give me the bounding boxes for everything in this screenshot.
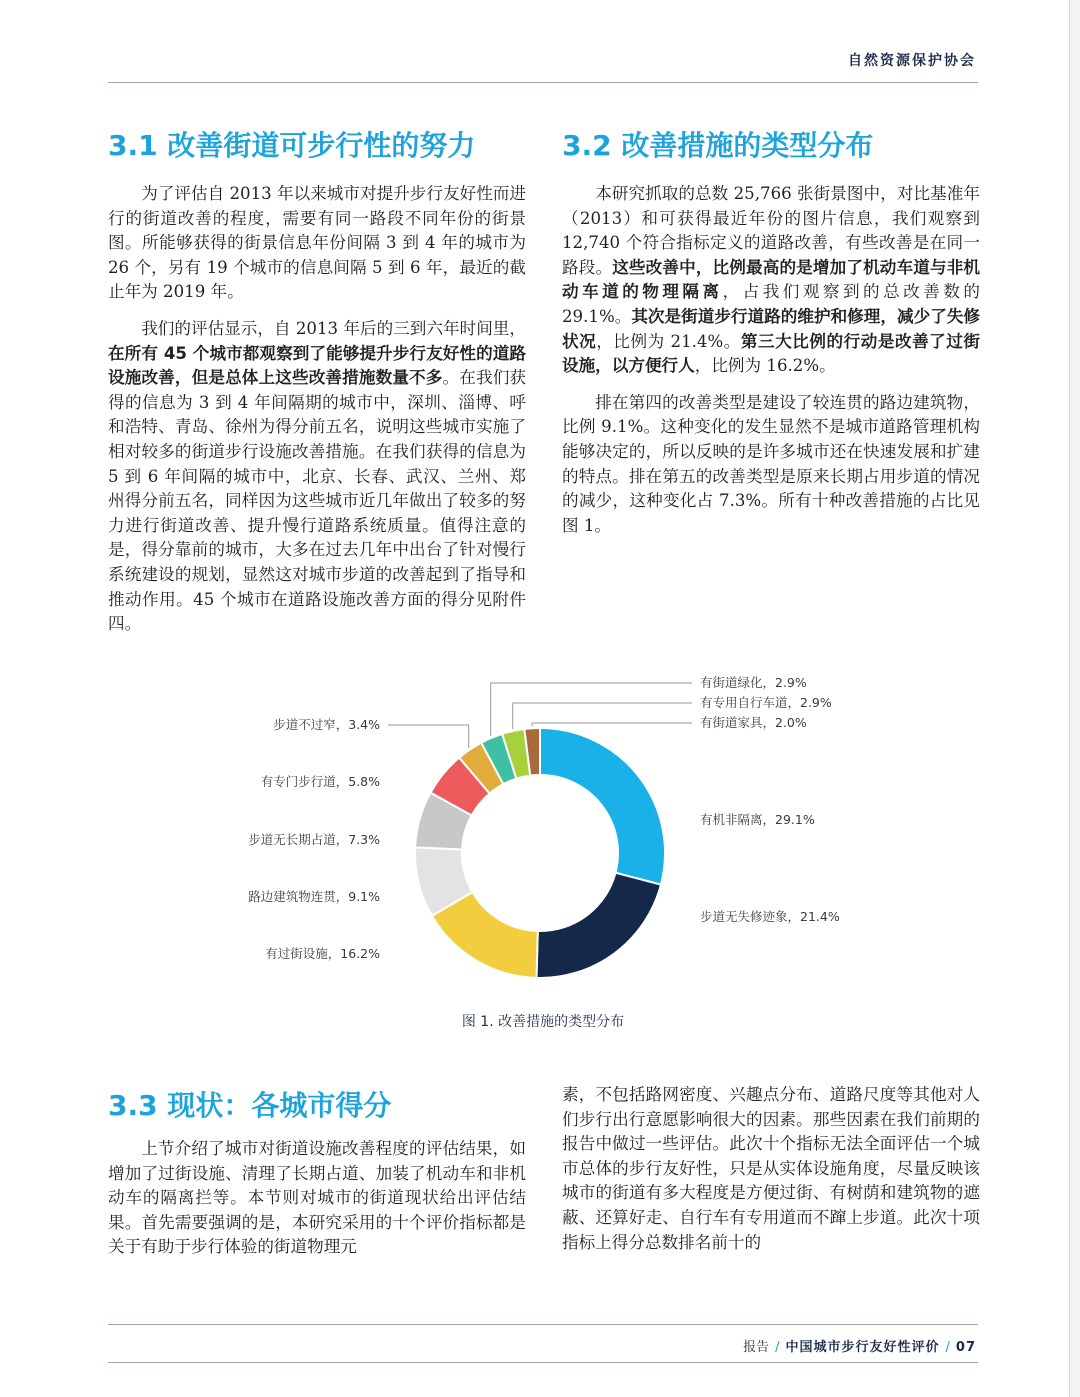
footer-separator: / [775,1340,780,1355]
org-name: 自然资源保护协会 [848,53,976,69]
section-3-1-paragraph-2 [108,317,526,637]
bold-text-run: 第三大比例的行动是改善了过街设施，以方便行人 [562,331,981,376]
donut-slice-2 [536,873,660,978]
slice-label-7: 步道不过窄，3.4% [273,717,380,732]
header-rule [108,82,978,83]
slice-label-9: 有专用自行车道，2.9% [700,695,832,710]
chart-slices [415,728,665,978]
text-run: ，占我们观察到的总改善数的 29.1%。 [562,282,980,326]
section-3-2-title: 3.2 改善措施的类型分布 [562,129,874,162]
section-3-2-paragraph-1 [562,182,980,379]
bold-text-run: 其次是街道步行道路的维护和修理，减少了失修状况 [562,306,980,351]
leader-line-10 [532,723,692,726]
slice-label-8: 有街道绿化，2.9% [700,675,807,690]
text-run: ，比例为 21.4%。 [596,331,741,351]
leader-line-8 [491,683,692,736]
footer-title: 中国城市步行友好性评价 [785,1340,940,1355]
text-run: 。在我们获得的信息为 3 到 4 年间隔期的城市中，深圳、淄博、呼和浩特、青岛、徐州为得分前五名，说明这些城市实施了相对较多的街道步行设施改善措施。在我们获得的信息为 5 到 6 年间隔的城市中，北京、长春、武汉、兰州、郑州得分前五名，同样因为这些城市近几年做出了较多的努力进行街道改善、提升慢行道路系统质量。值得注意的是，得分靠前的城市，大多在过去几年中出台了针对慢行系统建设的规划，显然这对城市步道的改善起到了指导和推动作用。45 个城市在道路设施改善方面的得分见附件四。 [108,368,527,634]
donut-chart [200,660,900,990]
text-run: ，比例为 16.2%。 [694,356,836,376]
chart-caption: 图 1. 改善措施的类型分布 [461,1014,625,1030]
section-3-1-paragraph-1: 为了评估自 2013 年以来城市对提升步行友好性而进行的街道改善的程度，需要有同一路段不同年份的街景图。所能够获得的街景信息年份间隔 3 到 4 年的城市为 26 个，另有 19 个城市的信息间隔 5 到 6 年，最近的截止年为 2019 年。 [108,184,526,302]
footer [743,1336,976,1355]
page-number: 07 [955,1340,976,1355]
page-edge [1069,0,1080,1397]
text-run: 我们的评估显示，自 2013 年后的三到六年时间里， [141,318,526,338]
section-3-1-body [108,182,526,637]
section-3-3-body-left [108,1137,526,1260]
section-3-3-paragraph-1: 上节介绍了城市对街道设施改善程度的评估结果，如增加了过街设施、清理了长期占道、加装了机动车和非机动车的隔离拦等。本节则对城市的街道现状给出评估结果。首先需要强调的是，本研究采用的十个评价指标都是关于有助于步行体验的街道物理元 [108,1139,526,1257]
footer-rule-bottom [108,1362,978,1363]
slice-label-2: 步道无失修迹象，21.4% [700,909,840,924]
chart-labels [248,675,840,961]
slice-label-6: 有专门步行道，5.8% [260,774,380,789]
section-3-2-body [562,182,980,538]
footer-report: 报告 [743,1340,770,1355]
bold-text-run: 这些改善中，比例最高的是增加了机动车道与非机动车道的物理隔离 [562,257,981,302]
section-3-3-title: 3.3 现状：各城市得分 [108,1089,392,1122]
slice-label-10: 有街道家具，2.0% [700,715,807,730]
section-3-1-title: 3.1 改善街道可步行性的努力 [108,129,476,162]
leader-line-9 [513,703,692,729]
section-3-3-paragraph-2: 素，不包括路网密度、兴趣点分布、道路尺度等其他对人们步行出行意愿影响很大的因素。那些因素在我们前期的报告中做过一些评估。此次十个指标无法全面评估一个城市总体的步行友好性，只是从实体设施角度，尽量反映该城市的街道有多大程度是方便过街、有树荫和建筑物的遮蔽、还算好走、自行车有专用道而不蹿上步道。此次十项指标上得分总数排名前十的 [562,1085,980,1252]
text-run: 本研究抓取的总数 25,766 张街景图中，对比基准年（2013）和可获得最近年份的图片信息，我们观察到 12,740 个符合指标定义的道路改善，有些改善是在同一路段。 [562,184,980,277]
slice-label-3: 有过街设施，16.2% [265,946,380,961]
bold-text-run: 在所有 45 个城市都观察到了能够提升步行友好性的道路设施改善，但是总体上这些改善措施数量不多 [108,343,526,388]
footer-rule-top [108,1324,978,1325]
donut-slice-1 [540,728,665,885]
footer-separator: / [945,1340,950,1355]
slice-label-4: 路边建筑物连贯，9.1% [248,889,380,904]
section-3-3-body-right [562,1083,980,1255]
slice-label-1: 有机非隔离，29.1% [700,812,815,827]
leader-line-7 [388,725,469,748]
slice-label-5: 步道无长期占道，7.3% [248,832,380,847]
section-3-2-paragraph-2: 排在第四的改善类型是建设了较连贯的路边建筑物，比例 9.1%。这种变化的发生显然不是城市道路管理机构能够决定的，所以反映的是许多城市还在快速发展和扩建的特点。排在第五的改善类型是原来长期占用步道的情况的减少，这种变化占 7.3%。所有十种改善措施的占比见图 1。 [562,392,980,535]
